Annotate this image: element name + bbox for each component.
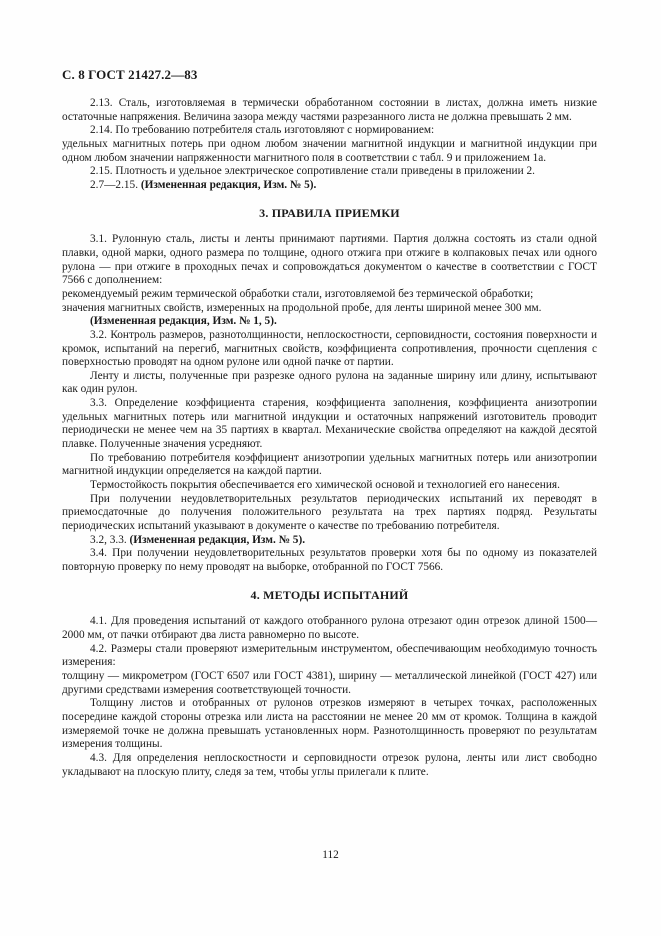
paragraph-3-2: 3.2. Контроль размеров, разнотолщинности, неплоскостности, серповидности, состояния поверхности и кромок, испытаний на перегиб, магнитных свойств, коэффициента сопротивления, прочности сцепления с поверхностью проводят на одном рулоне или одной пачке от партии. <box>62 328 597 369</box>
paragraph-2-14: 2.14. По требованию потребителя сталь изготовляют с нормированием: <box>90 124 435 137</box>
edit-note-2-7-2-15 <box>62 179 597 193</box>
paragraph-3-4: 3.4. При получении неудовлетворительных результатов проверки хотя бы по одному из показателей повторную проверку по нему проводят на выборке, отобранной по ГОСТ 7566. <box>62 547 597 573</box>
page-content <box>62 97 597 779</box>
paragraph-3-2-tape: Ленту и листы, полученные при разрезке одного рулона на заданные ширину или длину, испытывают как один рулон. <box>62 369 597 396</box>
edit-note-prefix: 3.2, 3.3. <box>90 533 130 546</box>
edit-note-text: (Измененная редакция, Изм. № 5). <box>129 533 306 546</box>
paragraph-3-3-periodic: При получении неудовлетворительных результатов периодических испытаний их переводят в приемосдаточные до получения положительного результата на трех партиях подряд. Результаты периодических испытаний указывают в документе о качестве по требованию потребителя. <box>62 492 597 533</box>
section-title-acceptance-rules: 3. ПРАВИЛА ПРИЕМКИ <box>259 205 400 220</box>
paragraph-4-3: 4.3. Для определения неплоскостности и серповидности отрезок рулона, ленты или лист свободно укладывают на плоскую плиту, следя за тем, чтобы углы прилегали к плите. <box>62 751 597 778</box>
paragraph-2-14-detail: удельных магнитных потерь при одном любом значении магнитной индукции и магнитной индукции при одном любом значении напряженности магнитного поля в соответствии с табл. 9 и приложением 1а. <box>62 137 597 164</box>
edit-note-text: (Измененная редакция, Изм. № 5). <box>140 178 317 191</box>
paragraph-4-2-instruments: толщину — микрометром (ГОСТ 6507 или ГОСТ 4381), ширину — металлической линейкой (ГОСТ 427) или другими средствами измерения соответствующей точности. <box>62 669 597 696</box>
paragraph-2-13: 2.13. Сталь, изготовляемая в термически обработанном состоянии в листах, должна иметь низкие остаточные напряжения. Величина зазора между частями разрезанного листа не должна превышать 2 мм. <box>62 97 597 123</box>
paragraph-3-1: 3.1. Рулонную сталь, листы и ленты принимают партиями. Партия должна состоять из стали одной плавки, одной марки, одного размера по толщине, одного отжига при отжиге в колпаковых печах или одного рулона — при отжиге в проходных печах и сопровождаться документом о качестве в соответствии с ГОСТ 7566 с дополнением: <box>62 233 597 287</box>
edit-note-3-1: (Измененная редакция, Изм. № 1, 5). <box>90 315 277 328</box>
paragraph-4-1: 4.1. Для проведения испытаний от каждого отобранного рулона отрезают один отрезок длиной 1500—2000 мм, от пачки отбирают два листа равномерно по высоте. <box>62 615 597 641</box>
paragraph-3-1-magnetic-values: значения магнитных свойств, измеренных на продольной пробе, для ленты шириной менее 300 мм. <box>62 301 542 314</box>
page-header: С. 8 ГОСТ 21427.2—83 <box>62 67 198 82</box>
paragraph-4-2: 4.2. Размеры стали проверяют измерительным инструментом, обеспечивающим необходимую точность измерения: <box>62 642 597 669</box>
paragraph-3-3-coating: Термостойкость покрытия обеспечивается его химической основой и технологией его нанесения. <box>90 479 560 492</box>
paragraph-3-3-anisotropy: По требованию потребителя коэффициент анизотропии удельных магнитных потерь или анизотропии магнитной индукции определяется на каждой партии. <box>62 451 597 478</box>
edit-note-3-2-3-3 <box>62 534 597 548</box>
paragraph-3-1-heat-treatment: рекомендуемый режим термической обработки стали, изготовляемой без термической обработки; <box>62 287 534 300</box>
section-title-test-methods: 4. МЕТОДЫ ИСПЫТАНИЙ <box>250 587 409 602</box>
paragraph-2-15: 2.15. Плотность и удельное электрическое сопротивление стали приведены в приложении 2. <box>90 165 535 178</box>
page-number: 112 <box>322 849 339 861</box>
edit-note-prefix: 2.7—2.15. <box>90 178 141 191</box>
paragraph-4-2-thickness: Толщину листов и отобранных от рулонов отрезков измеряют в четырех точках, расположенных посередине каждой стороны отрезка или листа на расстоянии не менее 20 мм от кромок. Толщина в каждой измеряемой точке не должна превышать установленных норм. Разнотолщинность проверяют по результатам измерения толщины. <box>62 697 597 751</box>
paragraph-3-3: 3.3. Определение коэффициента старения, коэффициента заполнения, коэффициента анизотропии удельных магнитных потерь или магнитной индукции и остаточных напряжений изготовитель проводит периодически не менее чем на 35 партиях в квартал. Механические свойства определяют на каждой десятой плавке. Полученные значения усредняют. <box>62 397 597 451</box>
